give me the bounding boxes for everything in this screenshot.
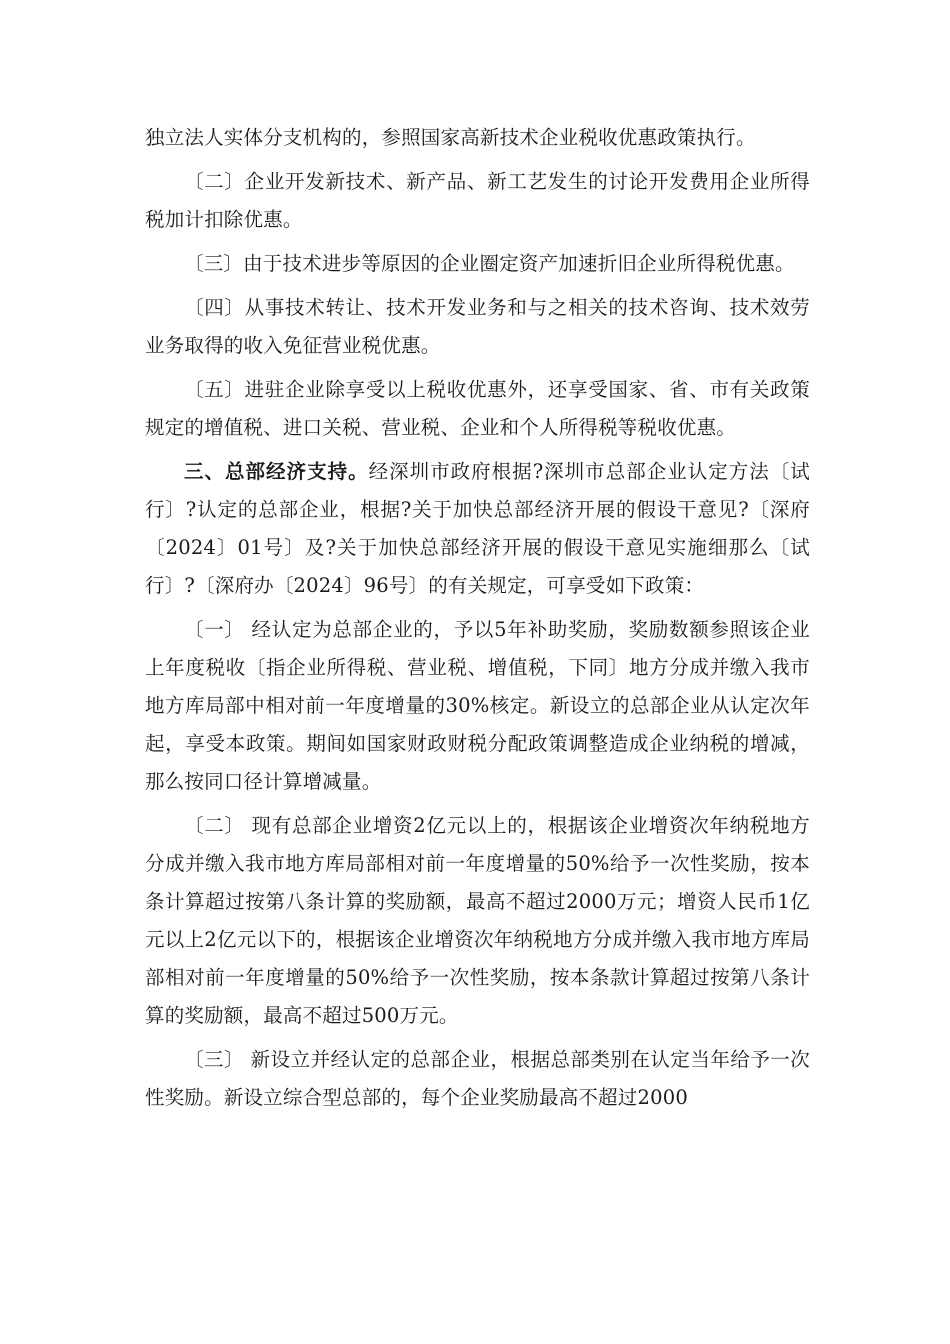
paragraph-3 xyxy=(145,245,810,283)
paragraph-4 xyxy=(145,289,810,365)
paragraph-8 xyxy=(145,807,810,1035)
paragraph-7 xyxy=(145,611,810,801)
paragraph-text: 〔二〕 现有总部企业增资2亿元以上的，根据该企业增资次年纳税地方分成并缴入我市地方库局部相对前一年度增量的50%给予一次性奖励，按本条计算超过按第八条计算的奖励额，最高不超过2000万元；增资人民币1亿元以上2亿元以下的，根据该企业增资次年纳税地方分成并缴入我市地方库局部相对前一年度增量的50%给予一次性奖励，按本条款计算超过按第八条计算的奖励额，最高不超过500万元。 xyxy=(145,814,810,1027)
paragraph-text: 〔二〕企业开发新技术、新产品、新工艺发生的讨论开发费用企业所得税加计扣除优惠。 xyxy=(145,170,810,231)
document-body xyxy=(145,119,810,1123)
paragraph-text: 〔三〕 新设立并经认定的总部企业，根据总部类别在认定当年给予一次性奖励。新设立综合型总部的，每个企业奖励最高不超过2000 xyxy=(145,1048,810,1109)
paragraph-text: 独立法人实体分支机构的，参照国家高新技术企业税收优惠政策执行。 xyxy=(145,126,756,149)
paragraph-2 xyxy=(145,163,810,239)
paragraph-6 xyxy=(145,453,810,605)
paragraph-text: 〔一〕 经认定为总部企业的，予以5年补助奖励，奖励数额参照该企业上年度税收〔指企业所得税、营业税、增值税，下同〕地方分成并缴入我市地方库局部中相对前一年度增量的30%核定。新设立的总部企业从认定次年起，享受本政策。期间如国家财政财税分配政策调整造成企业纳税的增减，那么按同口径计算增减量。 xyxy=(145,618,810,793)
paragraph-5 xyxy=(145,371,810,447)
paragraph-text: 〔四〕从事技术转让、技术开发业务和与之相关的技术咨询、技术效劳业务取得的收入免征营业税优惠。 xyxy=(145,296,810,357)
paragraph-text: 〔五〕进驻企业除享受以上税收优惠外，还享受国家、省、市有关政策规定的增值税、进口关税、营业税、企业和个人所得税等税收优惠。 xyxy=(145,378,810,439)
paragraph-9 xyxy=(145,1041,810,1117)
section-heading: 三、总部经济支持。 xyxy=(184,460,369,483)
paragraph-1 xyxy=(145,119,810,157)
paragraph-text: 〔三〕由于技术进步等原因的企业圈定资产加速折旧企业所得税优惠。 xyxy=(184,252,795,275)
paragraph-text: 经深圳市政府根据?深圳市总部企业认定方法〔试行〕?认定的总部企业，根据?关于加快总部经济开展的假设干意见?〔深府〔2024〕01号〕及?关于加快总部经济开展的假设干意见实施细那么〔试行〕?〔深府办〔2024〕96号〕的有关规定，可享受如下政策： xyxy=(145,460,810,597)
